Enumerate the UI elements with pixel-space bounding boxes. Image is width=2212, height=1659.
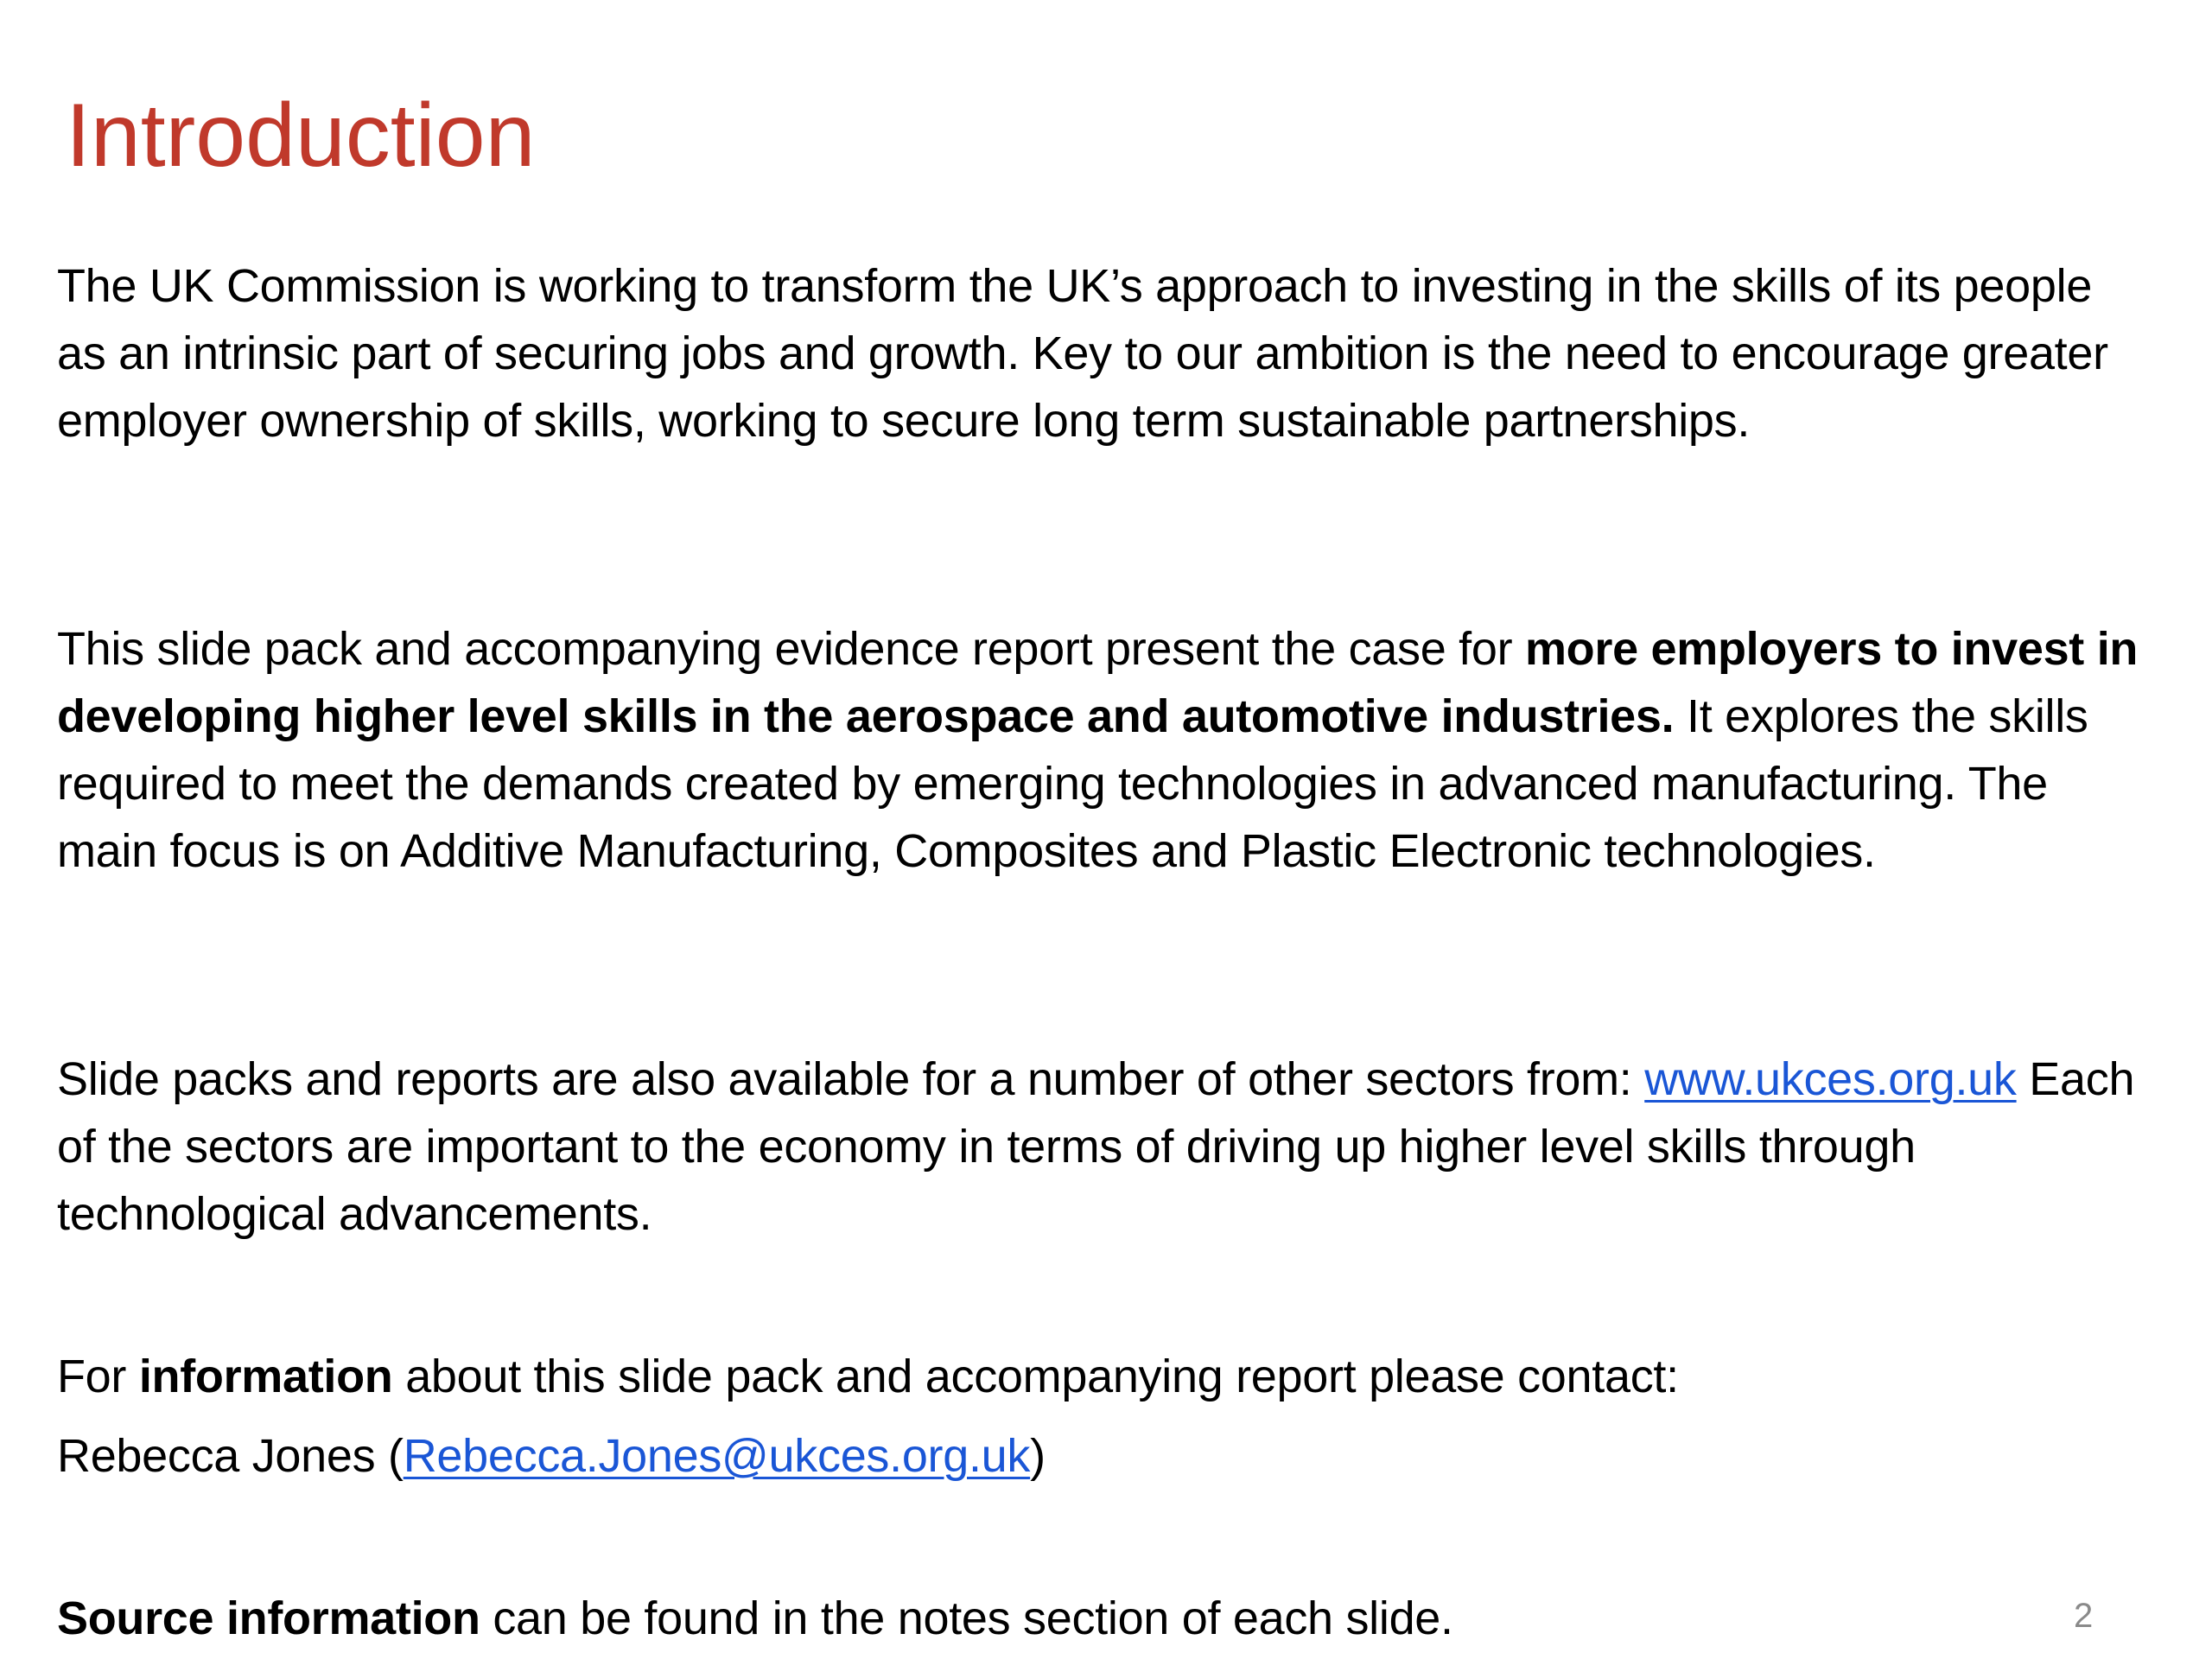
page-number: 2 xyxy=(2074,1597,2094,1635)
sectors-rest-text: Each of the sectors are important to the economy in terms of driving up higher level skills through technological advancements. xyxy=(57,1053,2135,1240)
ukces-website-link[interactable]: www.ukces.org.uk xyxy=(1644,1053,2017,1105)
sectors-paragraph xyxy=(57,1046,2148,1248)
contact-name-text: Rebecca Jones ( xyxy=(57,1430,404,1482)
source-note xyxy=(57,1585,2148,1652)
source-rest-text: can be found in the notes section of each slide. xyxy=(480,1592,1453,1644)
contact-lead-text: For xyxy=(57,1351,139,1402)
contact-line xyxy=(57,1343,2148,1410)
contact-emphasis-text: information xyxy=(138,1351,393,1402)
intro-paragraph: The UK Commission is working to transform the UK’s approach to investing in the skills of its people as an intrinsic part of securing jobs and growth. Key to our ambition is the need to encourage greater employer ownership of skills, working to secure long term sustainable partnerships. xyxy=(57,260,2108,447)
contact-person-line xyxy=(57,1422,2148,1490)
contact-email-link[interactable]: Rebecca.Jones@ukces.org.uk xyxy=(403,1430,1031,1482)
contact-close-paren: ) xyxy=(1030,1430,1046,1482)
source-emphasis-text: Source information xyxy=(57,1592,480,1644)
purpose-paragraph xyxy=(57,615,2148,885)
purpose-intro-text: This slide pack and accompanying evidence report present the case for xyxy=(57,623,1525,675)
purpose-rest-text: It explores the skills required to meet the demands created by emerging technologies in advanced manufacturing. The main focus is on Additive Manufacturing, Composites and Plastic Electronic technologies. xyxy=(57,690,2088,877)
contact-rest-text: about this slide pack and accompanying report please contact: xyxy=(392,1351,1679,1402)
purpose-emphasis-text: more employers to invest in developing higher level skills in the aerospace and automotive industries. xyxy=(57,623,2139,742)
sectors-intro-text: Slide packs and reports are also available for a number of other sectors from: xyxy=(57,1053,1645,1105)
slide-title: Introduction xyxy=(66,86,536,186)
